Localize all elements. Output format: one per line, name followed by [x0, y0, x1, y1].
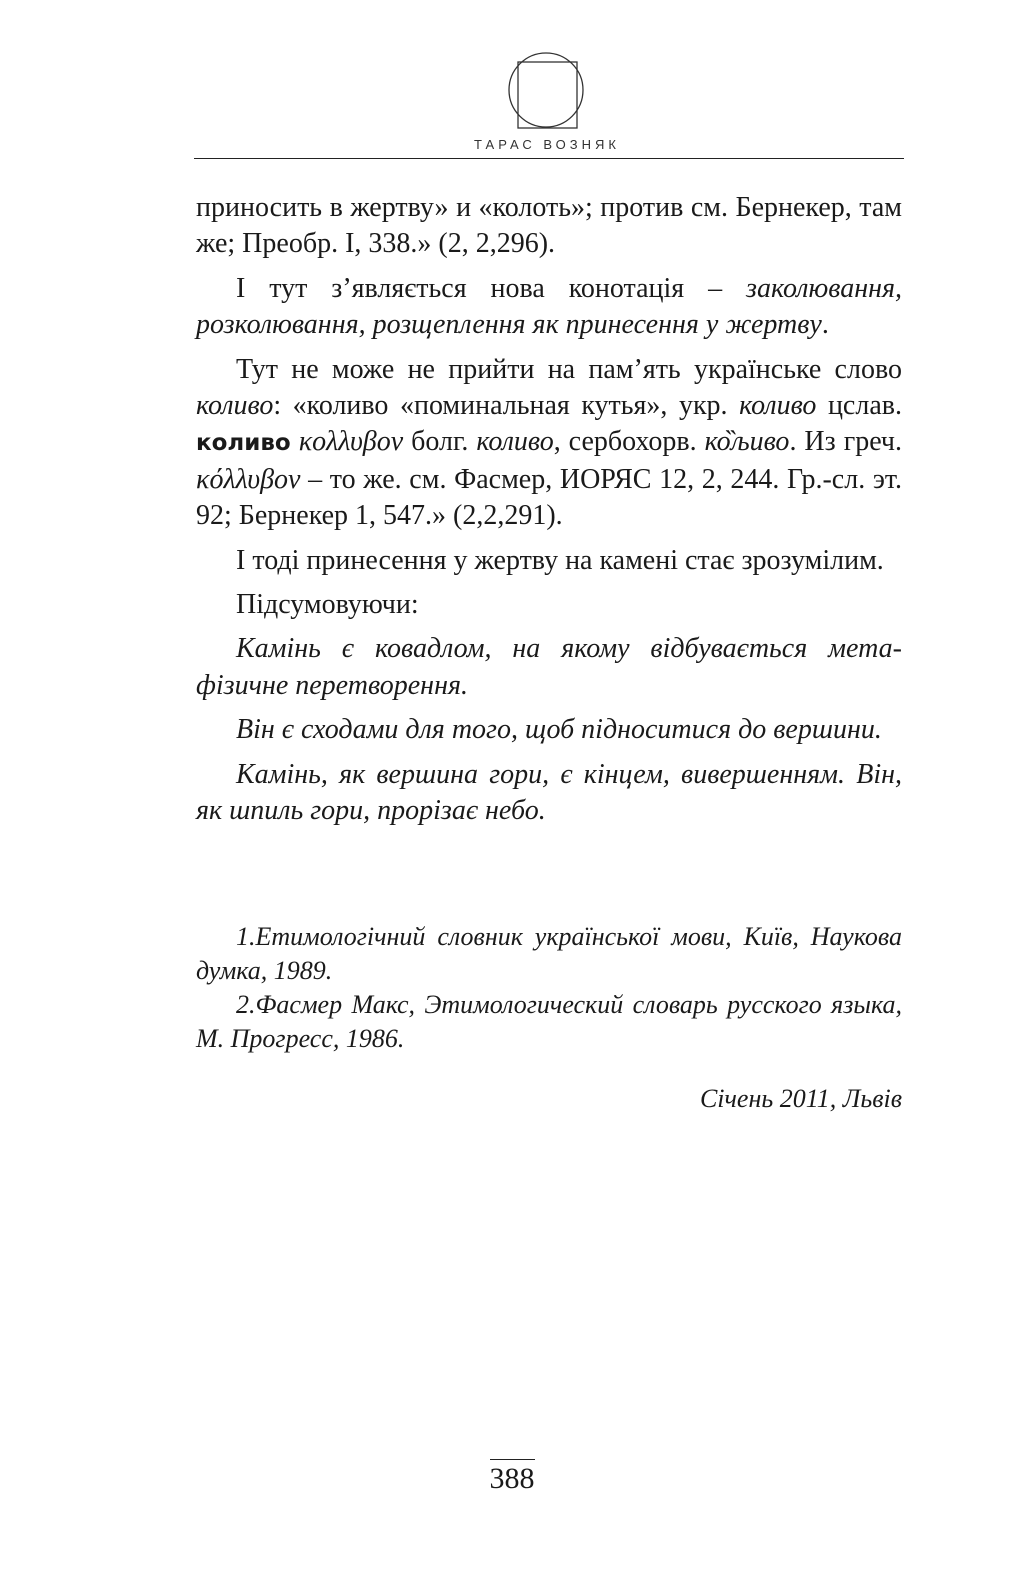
p3-greek-2: κόλλυβον: [196, 463, 301, 495]
p3-text-o: – то же. см. Фасмер, ИОРЯС 12, 2, 244. Гр.-сл. эт. 92; Бернекер 1, 547.» (2,2,291).: [196, 463, 902, 532]
p3-text-k: , сербохорв.: [553, 426, 705, 458]
running-head: ТАРАС ВОЗНЯК: [474, 137, 620, 152]
p3-church-slavonic: коливо: [196, 430, 291, 457]
p3-term-2: коливо: [739, 390, 817, 422]
p3-text-m: . Из греч.: [789, 426, 903, 458]
p1-text: приносить в жертву» и «колоть»; против см. Бернекер, там же; Преобр. I, 338.» (2, 2,296).: [196, 192, 902, 260]
references: [196, 920, 902, 1056]
page-number-text: 388: [490, 1459, 535, 1495]
p3-text-a: Тут не може не прийти на пам’ять українське слово: [236, 353, 902, 385]
paragraph-6: Камінь є ковадлом, на якому відбувається мета-фізичне перетворення.: [196, 633, 902, 701]
paragraph-7: Він є сходами для того, щоб підноситися до вершини.: [236, 714, 882, 746]
p3-greek-1: κολλυβον: [298, 426, 404, 458]
p2-end: .: [821, 309, 829, 341]
main-text: [196, 190, 902, 830]
paragraph-4: І тоді принесення у жертву на камені стає зрозумілим.: [236, 544, 884, 576]
p3-text-e: цслав.: [816, 390, 902, 422]
p3-text-i: болг.: [403, 426, 477, 458]
date-place-signoff: Січень 2011, Львів: [699, 1084, 902, 1113]
paragraph-3: [196, 352, 902, 535]
p3-term-4: ко̏љиво: [704, 426, 790, 458]
p3-term-3: коливо: [476, 426, 554, 458]
reference-2: 2.Фасмер Макс, Этимологический словарь русского языка, М. Прогресс, 1986.: [196, 990, 902, 1053]
p3-term-1: коливо: [196, 390, 274, 422]
reference-1: 1.Етимологічний словник української мови, Київ, Наукова думка, 1989.: [196, 922, 902, 985]
paragraph-5: Підсумовуючи:: [236, 589, 419, 621]
p3-text-c: : «коливо «поминальная кутья», укр.: [273, 390, 740, 422]
header-rule: [194, 158, 904, 159]
paragraph-8: Камінь, як вершина гори, є кінцем, вивершенням. Він, як шпиль гори, прорізає небо.: [196, 758, 902, 827]
p2-italic: заколювання, розколювання, розщеплення як принесення у жертву: [196, 272, 902, 341]
paragraph-1: [196, 190, 902, 263]
circle-square-logo: [506, 50, 586, 130]
p2-text: І тут з’являється нова конотація –: [236, 272, 747, 304]
p3-space: [291, 426, 299, 457]
paragraph-2: [196, 271, 902, 344]
page-number: [0, 1462, 1024, 1496]
